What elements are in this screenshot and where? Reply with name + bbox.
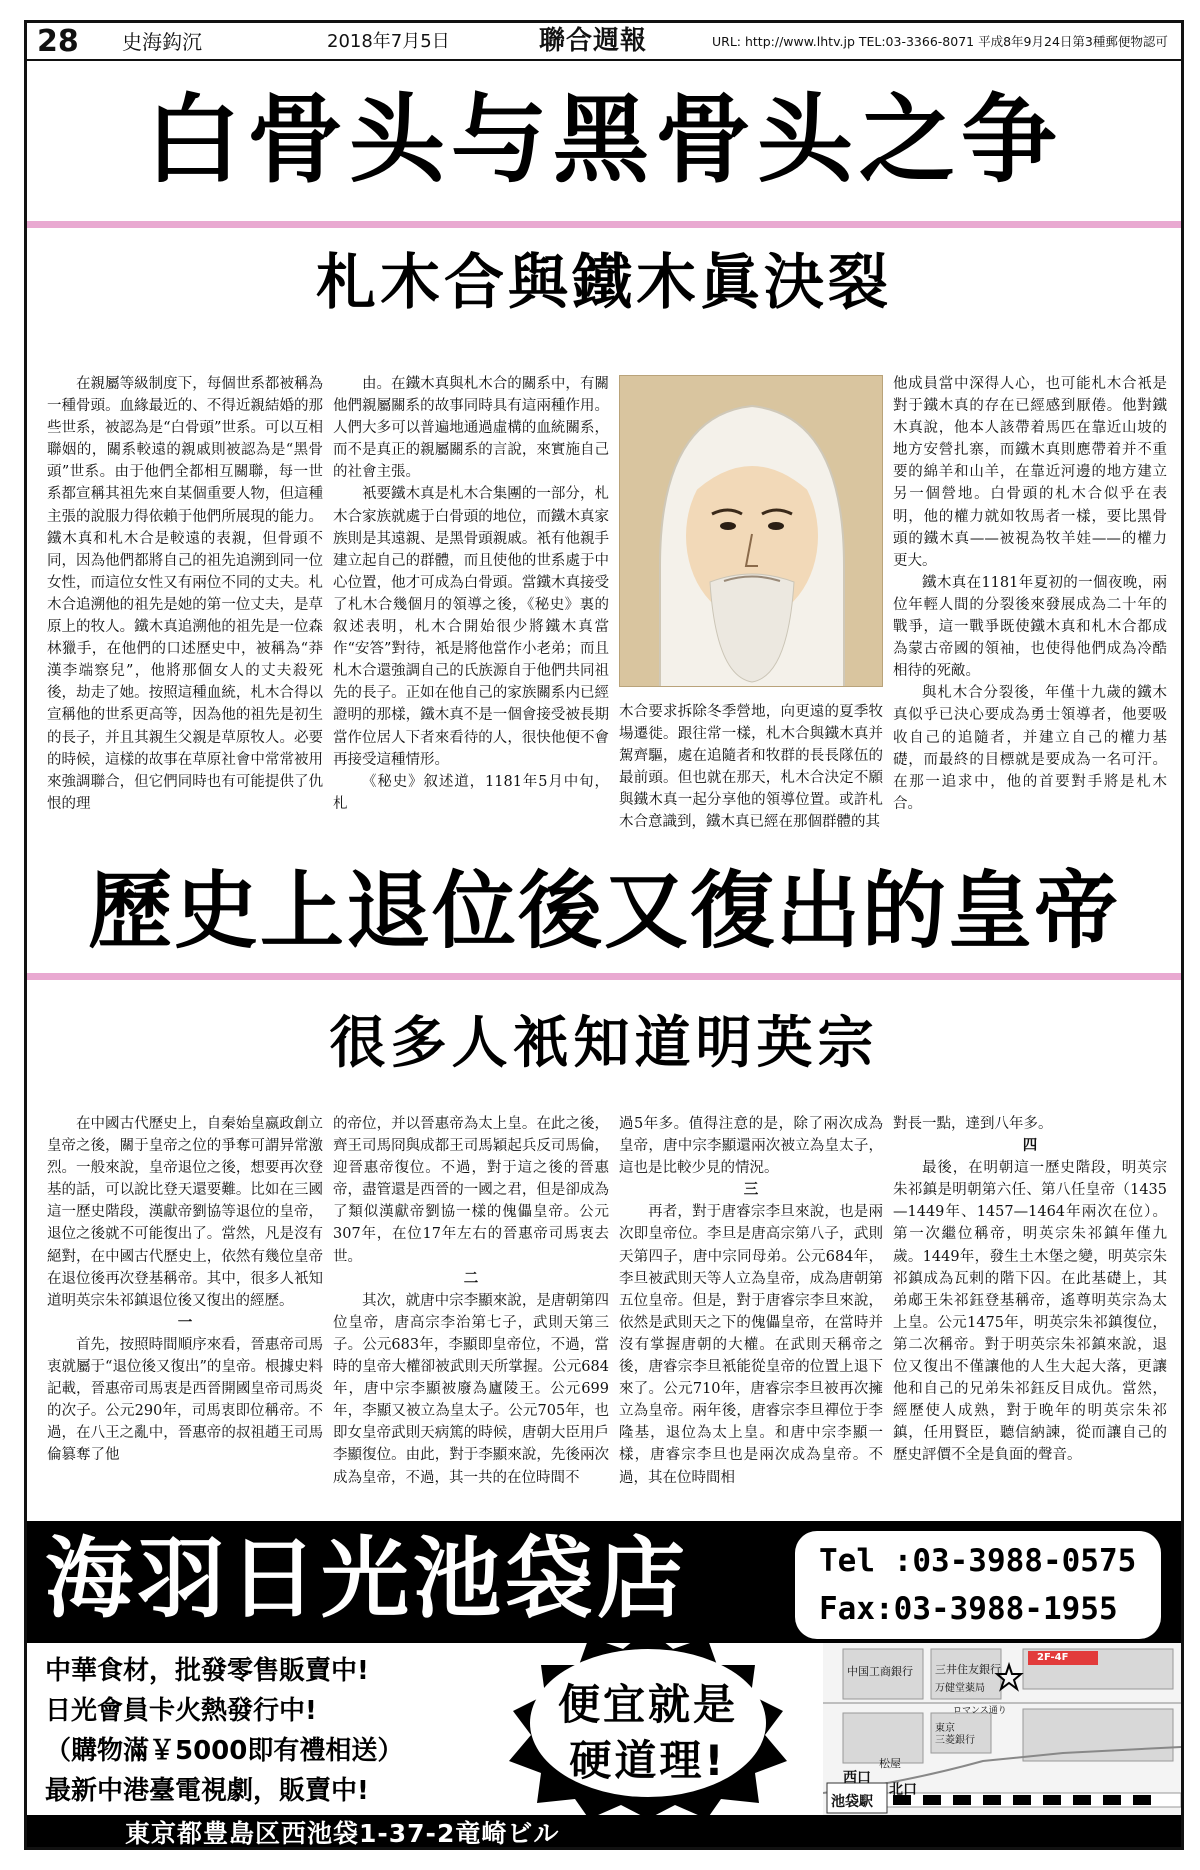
paragraph: 在中國古代歷史上，自秦始皇嬴政創立皇帝之後，關于皇帝之位的爭奪可謂异常激烈。一般來說，皇帝退位之後，想要再次登基的話，可以說比登天還要難。比如在三國這一歷史階段，漢獻帝劉協等退位的皇帝，退位之後就不可能復出了。當然，凡是沒有絕對，在中國古代歷史上，依然有幾位皇帝在退位後再次登基稱帝。其中，很多人衹知道明英宗朱祁鎮退位後又復出的經歷。 bbox=[47, 1116, 323, 1309]
section-name: 史海鈎沉 bbox=[122, 30, 202, 54]
slogan bbox=[503, 1677, 793, 1789]
ad-line: 最新中港臺電視劇，販賣中! bbox=[45, 1776, 369, 1806]
map-label: 松屋 bbox=[879, 1757, 901, 1770]
west-exit-label: 西口 bbox=[843, 1770, 871, 1786]
paragraph: 在親屬等級制度下，每個世系都被稱為一種骨頭。血緣最近的、不得近親結婚的那些世系，被認為是“白骨頭”世系。可以互相聯姻的，關系較遠的親戚則被認為是“黑骨頭”世系。由于他們全都相互關聯，每一世系都宣稱其祖先來自某個重要人物，但這種主張的說服力得依賴于他們所展現的能力。鐵木真和札木合是較遠的表親，但骨頭不同，因為他們都將自己的祖先追溯到同一位女性，而這位女性又有兩位不同的丈夫。札木合追溯他的祖先是她的第一位丈夫，是草原上的牧人。鐵木真追溯他的祖先是一位森林獵手，在他們的口述歷史中，被稱為“莽漢李端察兒”，他將那個女人的丈夫殺死後，劫走了她。按照這種血統，札木合得以宣稱他的世系更高等，因為他的祖先是初生的長子，并且其親生父親是草原牧人。必要的時候，這樣的故事在草原社會中常常被用來強調聯合，但它們同時也有可能提供了仇恨的理 bbox=[47, 376, 323, 812]
paragraph: 最後，在明朝這一歷史階段，明英宗朱祁鎮是明朝第六任、第八任皇帝（1435—1449年、1457—1464年兩次在位）。第一次繼位稱帝，明英宗朱祁鎮年僅九歲。1449年，發生土木堡之變，明英宗朱祁鎮成為瓦剌的階下囚。在此基礎上，其弟郕王朱祁鈺登基稱帝，遙尊明英宗為太上皇。公元1475年，明英宗朱祁鎮復位，第二次稱帝。對于明英宗朱祁鎮來說，退位又復出不僅讓他的人生大起大落，更讓他和自己的兄弟朱祁鈺反目成仇。當然，經歷使人成熟，對于晚年的明英宗朱祁鎮，任用賢臣，聽信納諫，從而讓自己的歷史評價不全是負面的聲音。 bbox=[893, 1160, 1167, 1464]
pink-divider bbox=[27, 221, 1181, 228]
map-label: 中国工商銀行 bbox=[847, 1665, 913, 1678]
section-number: 一 bbox=[177, 1313, 193, 1331]
store-name: 海羽日光池袋店 bbox=[45, 1527, 690, 1630]
ad-lines bbox=[45, 1651, 403, 1811]
floor-label: 2F-4F bbox=[1037, 1652, 1069, 1663]
slogan-line: 硬道理! bbox=[569, 1736, 727, 1785]
paragraph: 其次，就唐中宗李顯來說，是唐朝第四位皇帝，唐高宗李治第七子，武則天第三子。公元683年，李顯即皇帝位，不過，當時的皇帝大權卻被武則天所掌握。公元684年，唐中宗李顯被廢為廬陵王。公元699年，李顯又被立為皇太子。公元705年，也即女皇帝武則天病篤的時候，唐朝大臣用戶李顯復位。由此，對于李顯來說，先後兩次成為皇帝，不過，其一共的在位時間不 bbox=[333, 1292, 609, 1486]
portrait-image bbox=[620, 376, 883, 687]
article1-column-1 bbox=[47, 373, 323, 833]
map-label: 三井住友銀行 bbox=[935, 1663, 1001, 1676]
paragraph: 再者，對于唐睿宗李旦來說，也是兩次即皇帝位。李旦是唐高宗第八子，武則天第四子，唐中宗同母弟。公元684年，李旦被武則天等人立為皇帝，成為唐朝第五位皇帝。但是，對于唐睿宗李旦來說，依然是武則天之下的傀儡皇帝，在當時并沒有掌握唐朝的大權。在武則天稱帝之後，唐睿宗李旦衹能從皇帝的位置上退下來了。公元710年，唐睿宗李旦被再次擁立為皇帝。兩年後，唐睿宗李旦禪位于李隆基，退位為太上皇。和唐中宗李顯一樣，唐睿宗李旦也是兩次成為皇帝。不過，其在位時間相 bbox=[619, 1204, 883, 1486]
paragraph: 鐵木真在1181年夏初的一個夜晚，兩位年輕人間的分裂後來發展成為二十年的戰爭，這一戰爭既使鐵木真和札木合都成為蒙古帝國的領袖，也使得他們成為冷酷相待的死敵。 bbox=[893, 574, 1167, 680]
article1-column-4 bbox=[893, 373, 1167, 833]
contact-box bbox=[795, 1531, 1161, 1639]
paragraph: 首先，按照時間順序來看，晉惠帝司馬衷就屬于“退位後又復出”的皇帝。根據史料記載，晉惠帝司馬衷是西晉開國皇帝司馬炎的次子。公元290年，司馬衷即位稱帝。不過，在八王之亂中，晉惠帝的叔祖趙王司馬倫篡奪了他 bbox=[47, 1336, 323, 1464]
section-number: 三 bbox=[743, 1181, 759, 1199]
map-label: 三菱銀行 bbox=[935, 1735, 975, 1746]
article2-title: 歷史上退位後又復出的皇帝 bbox=[87, 861, 1120, 960]
article1-title: 白骨头与黑骨头之争 bbox=[145, 84, 1063, 196]
article2-column-4 bbox=[893, 1113, 1167, 1509]
article1-subtitle: 札木合與鐵木眞決裂 bbox=[316, 248, 892, 318]
map-label: 東京 bbox=[935, 1723, 955, 1734]
article1-column-2 bbox=[333, 373, 609, 833]
paragraph: 衹要鐵木真是札木合集團的一部分，札木合家族就處于白骨頭的地位，而鐵木真家族則是其遠親、是黑骨頭親戚。衹有他親手建立起自己的群體，而且使他的世系處于中心位置，他才可成為白骨頭。當鐵木真接受了札木合幾個月的領導之後，《秘史》裏的叙述表明，札木合開始很少將鐵木真當作“安答”對待，衹是將他當作小老弟；而且札木合還強調自己的氏族源自于他們共同祖先的長子。正如在他自己的家族關系内已經證明的那樣，鐵木真不是一個會接受被長期當作位居人下者來看待的人，很快他便不會再接受這種情形。 bbox=[333, 486, 609, 768]
paragraph: 對長一點，達到八年多。 bbox=[893, 1116, 1053, 1132]
paragraph: 過5年多。值得注意的是，除了兩次成為皇帝，唐中宗李顯還兩次被立為皇太子，這也是比較少見的情況。 bbox=[619, 1116, 883, 1177]
store-advertisement bbox=[27, 1521, 1181, 1850]
issue-date: 2018年7月5日 bbox=[327, 31, 450, 52]
pink-divider bbox=[27, 973, 1181, 980]
ad-body bbox=[27, 1643, 1181, 1815]
article2-subtitle: 很多人衹知道明英宗 bbox=[329, 1011, 879, 1076]
fax: Fax:03-3988-1955 bbox=[819, 1591, 1118, 1627]
paragraph: 《秘史》叙述道，1181年5月中旬，札 bbox=[333, 773, 609, 812]
paragraph: 由。在鐵木真與札木合的關系中，有關他們親屬關系的故事同時具有這兩種作用。人們大多可以普遍地通過虛構的血統關系，而不是真正的親屬關系的言說，來實施自己的社會主張。 bbox=[333, 376, 609, 481]
article2-column-1 bbox=[47, 1113, 323, 1509]
section-number: 四 bbox=[1022, 1137, 1038, 1155]
article2-column-2 bbox=[333, 1113, 609, 1509]
genghis-khan-portrait bbox=[619, 375, 883, 687]
header-info: URL: http://www.lhtv.jp TEL:03-3366-8071 平成8年9月24日第3種郵便物認可 bbox=[712, 34, 1168, 49]
ad-line: 日光會員卡火熱發行中! bbox=[45, 1696, 317, 1726]
store-address: 東京都豊島区西池袋1-37-2竜崎ビル bbox=[125, 1819, 560, 1848]
paragraph: 與札木合分裂後，年僅十九歲的鐵木真似乎已決心要成為勇士領導者，他要吸收自己的追隨者，并建立自己的權力基礎，而最終的目標就是要成為一名可汗。在那一追求中，他的首要對手將是札木合。 bbox=[893, 685, 1167, 812]
station-label: 池袋駅 bbox=[831, 1794, 873, 1810]
page-header bbox=[27, 23, 1181, 61]
paragraph: 的帝位，并以晉惠帝為太上皇。在此之後，齊王司馬冏與成都王司馬穎起兵反司馬倫，迎晉惠帝復位。不過，對于這之後的晉惠帝，盡管還是西晉的一國之君，但是卻成為了類似漢獻帝劉協一樣的傀儡皇帝。公元307年，在位17年左右的晉惠帝司馬衷去世。 bbox=[333, 1116, 609, 1265]
paragraph: 他成員當中深得人心，也可能札木合衹是對于鐵木真的存在已經感到厭倦。他對鐵木真說，他本人該帶着馬匹在靠近山坡的地方安營扎寨，而鐵木真則應帶着并不重要的綿羊和山羊，在靠近河邊的地方建立另一個營地。白骨頭的札木合似乎在表明，他的權力就如牧馬者一樣，要比黑骨頭的鐵木真——被視為牧羊娃——的權力更大。 bbox=[893, 376, 1167, 569]
telephone: Tel :03-3988-0575 bbox=[819, 1543, 1137, 1579]
ad-line: 中華食材，批發零售販賣中! bbox=[45, 1656, 369, 1686]
article2-column-3 bbox=[619, 1113, 883, 1509]
paragraph: 木合要求拆除冬季營地，向更遠的夏季牧場遷徙。跟往常一樣，札木合與鐵木真并駕齊驅，處在追隨者和牧群的長長隊伍的最前頭。但也就在那天，札木合決定不願與鐵木真一起分享他的領導位置。或許札木合意識到，鐵木真已經在那個群體的其 bbox=[619, 704, 883, 831]
page-number: 28 bbox=[37, 24, 79, 59]
map-label: 万健堂薬局 bbox=[935, 1683, 985, 1694]
section-number: 二 bbox=[463, 1269, 479, 1287]
north-exit-label: 北口 bbox=[889, 1782, 917, 1798]
article1-column-3 bbox=[619, 701, 883, 833]
newspaper-page bbox=[24, 20, 1184, 1850]
slogan-line: 便宜就是 bbox=[557, 1680, 738, 1729]
ad-line: （購物滿￥5000即有禮相送） bbox=[45, 1736, 404, 1766]
masthead: 聯合週報 bbox=[539, 26, 648, 56]
street-label: ロマンス通り bbox=[953, 1706, 1007, 1716]
store-map bbox=[823, 1643, 1181, 1815]
